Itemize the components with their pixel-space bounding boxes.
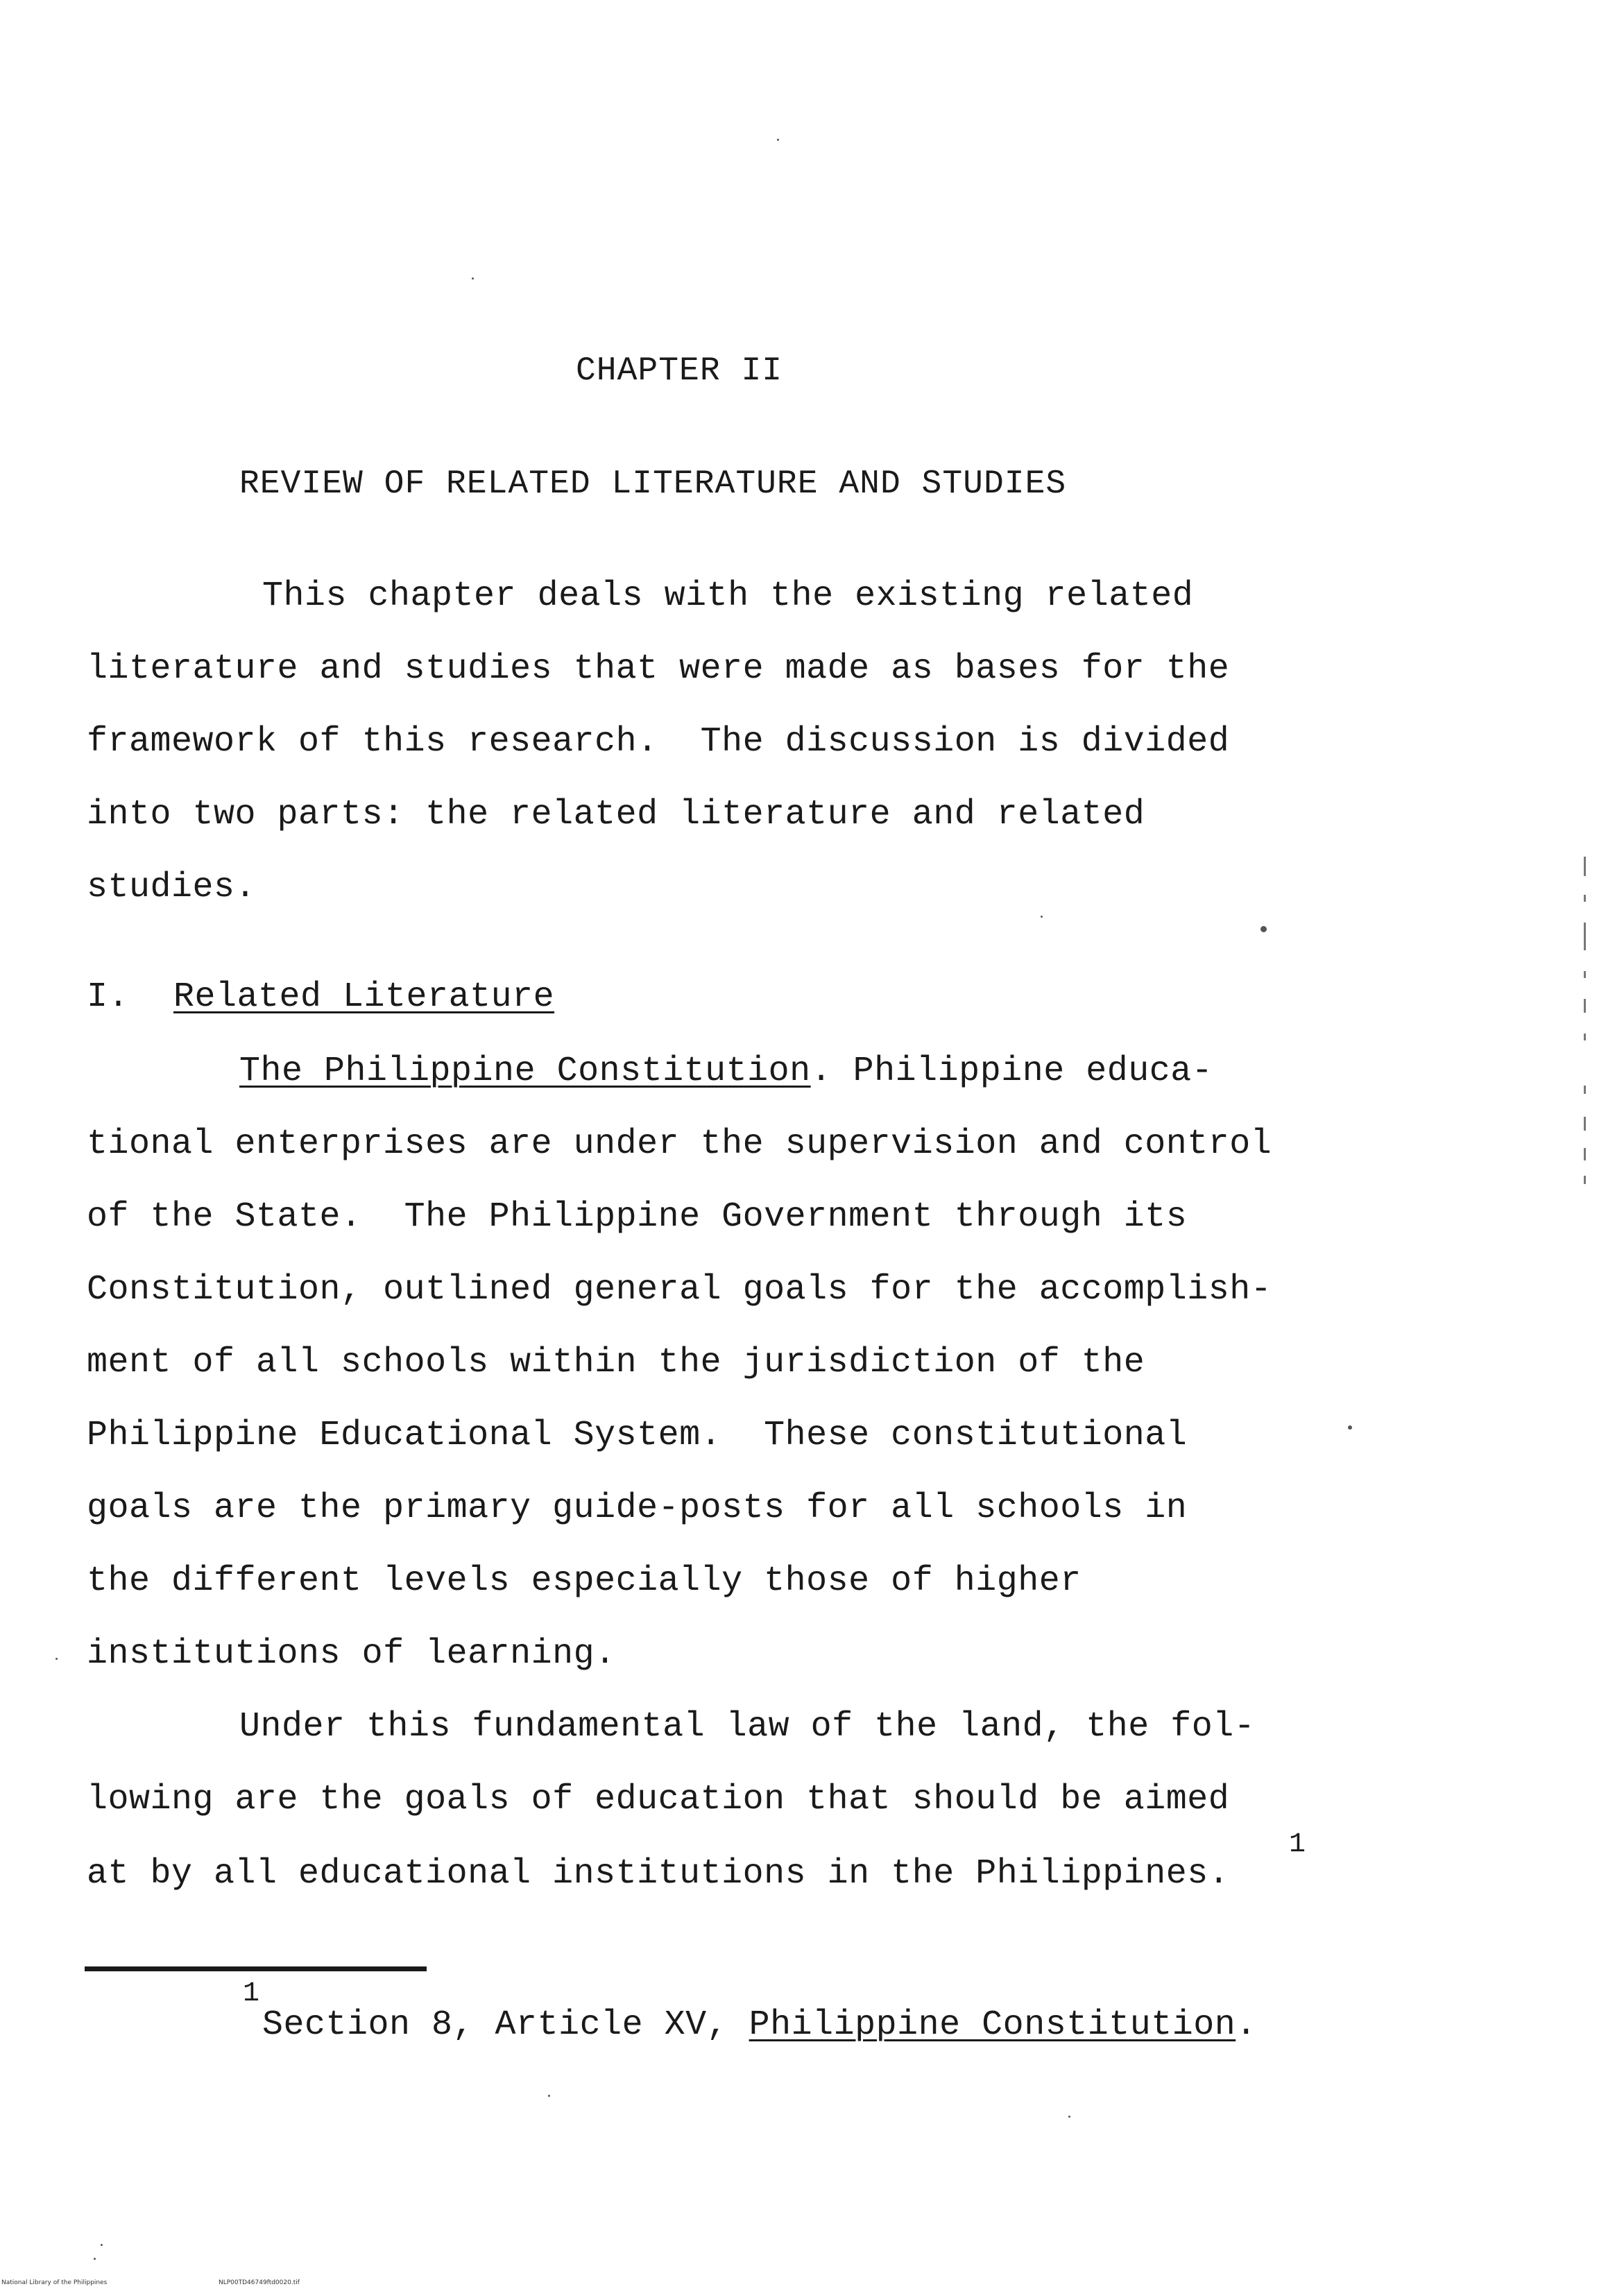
section-numeral: I. xyxy=(87,977,130,1017)
margin-mark xyxy=(1584,1034,1586,1040)
scan-speck xyxy=(55,1658,58,1660)
margin-mark xyxy=(1584,895,1586,902)
scan-speck xyxy=(472,277,474,280)
constitution-lead-punct: . xyxy=(810,1052,832,1091)
constitution-line: Philippine Educational System. These constitutional xyxy=(87,1416,1188,1455)
constitution-line: goals are the primary guide-posts for all schools in xyxy=(87,1489,1188,1528)
law-line: at by all educational institutions in the Philippines. xyxy=(87,1854,1230,1894)
constitution-line: Constitution, outlined general goals for the accomplish- xyxy=(87,1270,1272,1310)
intro-line: framework of this research. The discussion is divided xyxy=(87,722,1230,762)
constitution-first-line-rest: Philippine educa- xyxy=(832,1052,1213,1091)
footnote-text xyxy=(262,2005,1257,2046)
margin-mark xyxy=(1584,857,1586,876)
margin-mark xyxy=(1584,971,1586,978)
constitution-first-line xyxy=(239,1051,1213,1092)
margin-mark xyxy=(1584,1148,1586,1160)
scan-library-stamp: National Library of the Philippines xyxy=(1,2279,108,2286)
constitution-line: the different levels especially those of higher xyxy=(87,1561,1082,1601)
constitution-line: tional enterprises are under the supervision and control xyxy=(87,1124,1272,1164)
scan-speck xyxy=(1348,1425,1352,1430)
scan-speck xyxy=(1068,2116,1070,2118)
margin-mark xyxy=(1584,1176,1586,1184)
scan-speck xyxy=(1260,926,1267,932)
margin-mark xyxy=(1584,1086,1586,1094)
intro-line: This chapter deals with the existing related xyxy=(262,576,1194,616)
scan-speck xyxy=(777,139,779,141)
constitution-line: ment of all schools within the jurisdiction of the xyxy=(87,1343,1145,1382)
law-line: Under this fundamental law of the land, the fol- xyxy=(239,1707,1256,1747)
scan-file-id: NLP00TD46749ftd0020.tif xyxy=(219,2279,300,2286)
footnote-trailing: . xyxy=(1236,2005,1257,2045)
chapter-number: CHAPTER II xyxy=(576,352,783,390)
law-line: lowing are the goals of education that should be aimed xyxy=(87,1780,1230,1819)
footnote-source-title: Philippine Constitution xyxy=(749,2005,1236,2045)
scan-speck xyxy=(548,2095,550,2097)
margin-mark xyxy=(1584,999,1586,1013)
constitution-line: institutions of learning. xyxy=(87,1634,616,1674)
chapter-title: REVIEW OF RELATED LITERATURE AND STUDIES xyxy=(239,465,1067,503)
footnote-reference-marker: 1 xyxy=(1289,1829,1306,1860)
margin-mark xyxy=(1584,1117,1586,1131)
section-heading: Related Literature xyxy=(173,977,555,1017)
footnote-text-prefix: Section 8, Article XV, xyxy=(262,2005,749,2045)
margin-mark xyxy=(1584,923,1586,950)
footnote-marker: 1 xyxy=(243,1978,260,2009)
footnote-rule xyxy=(85,1966,427,1971)
constitution-lead-title: The Philippine Constitution xyxy=(239,1052,811,1091)
intro-line: studies. xyxy=(87,868,257,907)
scan-speck xyxy=(1041,916,1043,918)
intro-line: literature and studies that were made as bases for the xyxy=(87,649,1230,689)
constitution-line: of the State. The Philippine Government through its xyxy=(87,1197,1188,1237)
intro-line: into two parts: the related literature and related xyxy=(87,795,1145,834)
scan-speck xyxy=(101,2244,103,2246)
scan-speck xyxy=(94,2258,96,2260)
